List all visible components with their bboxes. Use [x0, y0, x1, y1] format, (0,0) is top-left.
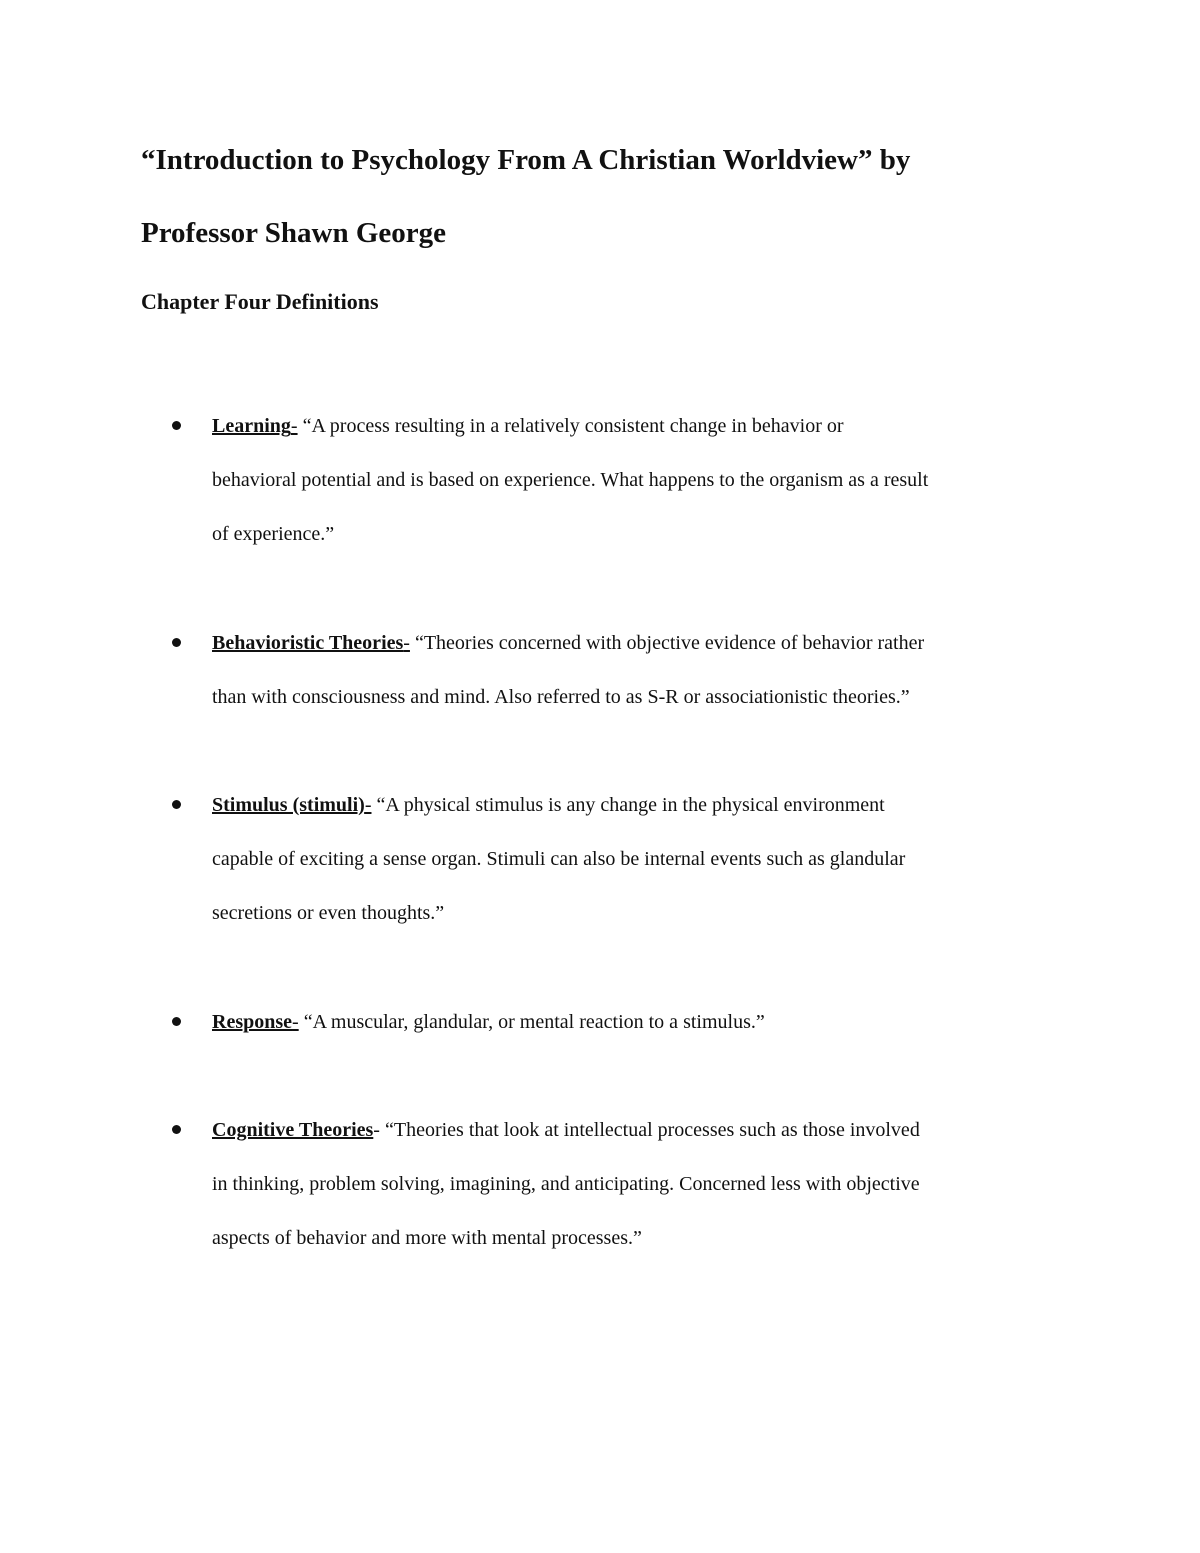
definition-item-response [212, 995, 1072, 1049]
definition-term: Learning [212, 415, 291, 437]
definition-item-behavioristic-theories [212, 616, 1072, 724]
definition-text: “Theories concerned with objective evidence of behavior rather [409, 632, 925, 654]
definition-line: behavioral potential and is based on experience. What happens to the organism as a result [212, 469, 929, 491]
definition-line: of experience.” [212, 523, 335, 545]
definition-item-stimulus [212, 778, 1072, 940]
term-separator: - [403, 632, 410, 654]
definition-item-cognitive-theories [212, 1103, 1072, 1265]
definition-line: aspects of behavior and more with mental processes.” [212, 1227, 642, 1249]
definition-term: Response [212, 1011, 293, 1033]
definition-line [212, 1103, 1072, 1157]
definition-line: capable of exciting a sense organ. Stimuli can also be internal events such as glandular [212, 848, 906, 870]
definition-term: Behavioristic Theories [212, 632, 404, 654]
chapter-heading: Chapter Four Definitions [141, 289, 379, 314]
definition-item-learning [212, 399, 1072, 561]
definition-text: “A process resulting in a relatively consistent change in behavior or [297, 415, 844, 437]
definition-line [212, 778, 1072, 832]
bullet-icon [172, 638, 181, 647]
bullet-icon [172, 1017, 181, 1026]
term-separator: - [290, 415, 298, 437]
definition-term: Stimulus (stimuli) [212, 794, 365, 816]
definition-text: “Theories that look at intellectual processes such as those involved [379, 1119, 920, 1141]
definition-line: secretions or even thoughts.” [212, 902, 445, 924]
document-title-line-1: “Introduction to Psychology From A Christian Worldview” by [141, 144, 911, 176]
term-separator: - [364, 794, 372, 816]
term-separator: - [292, 1011, 299, 1033]
definition-line: in thinking, problem solving, imagining, and anticipating. Concerned less with objective [212, 1173, 920, 1195]
definition-text: “A physical stimulus is any change in the physical environment [371, 794, 885, 816]
bullet-icon [172, 800, 181, 809]
document-title-line-2: Professor Shawn George [141, 217, 447, 249]
definition-line [212, 995, 1072, 1049]
definition-text: “A muscular, glandular, or mental reaction to a stimulus.” [298, 1011, 765, 1033]
definition-term: Cognitive Theories [212, 1119, 374, 1141]
definition-line [212, 616, 1072, 670]
bullet-icon [172, 421, 181, 430]
definition-line [212, 399, 1072, 453]
term-separator: - [373, 1119, 380, 1141]
bullet-icon [172, 1125, 181, 1134]
definition-line: than with consciousness and mind. Also referred to as S-R or associationistic theories.” [212, 686, 910, 708]
